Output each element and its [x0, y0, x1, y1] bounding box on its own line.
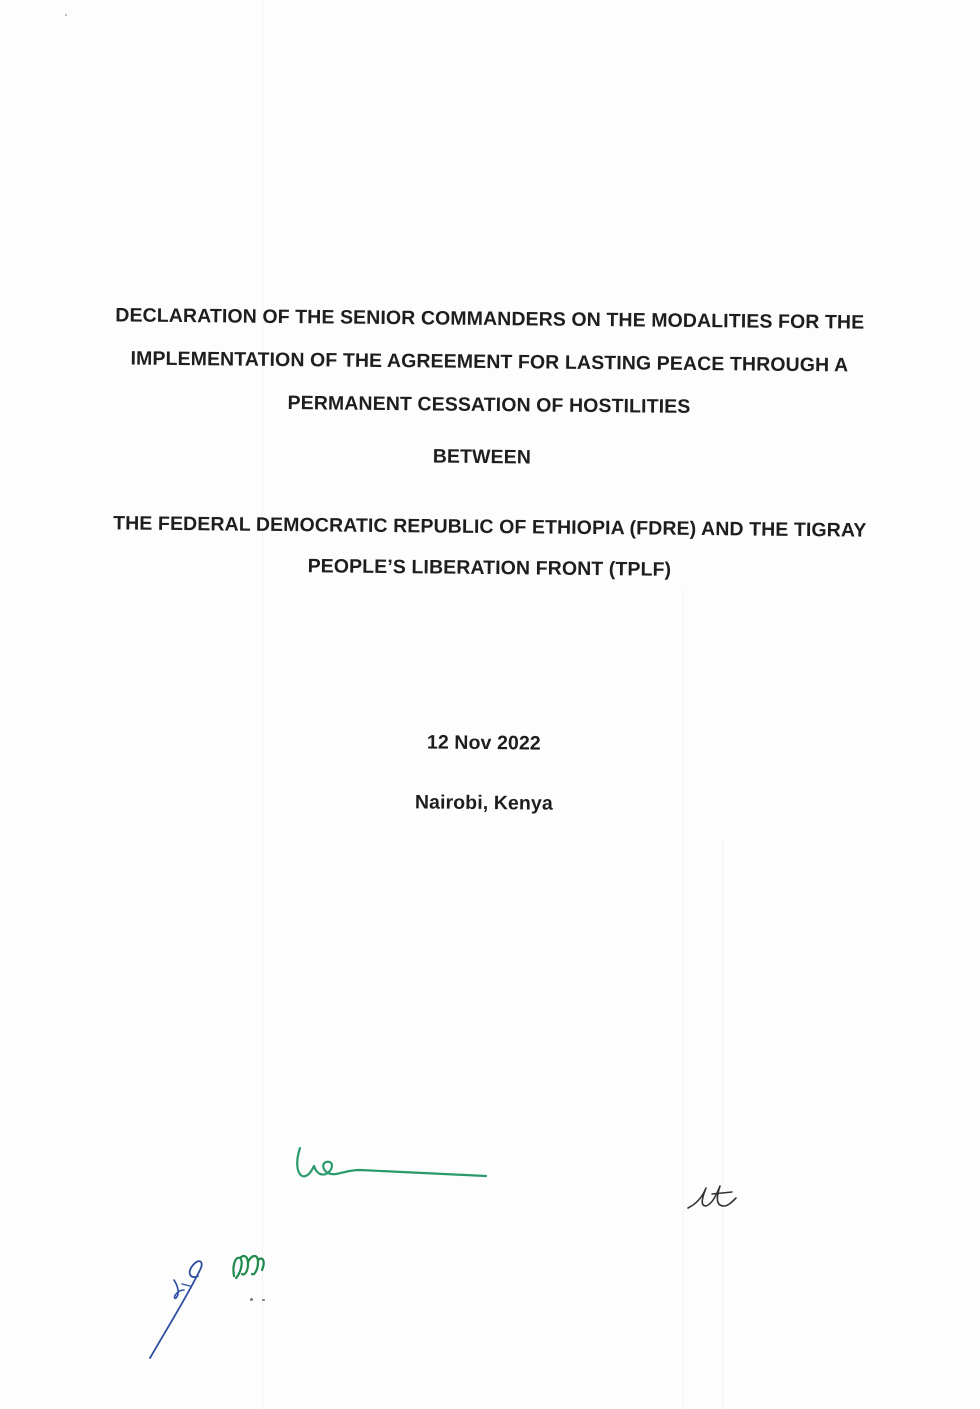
- ink-speck: [250, 1298, 253, 1301]
- ink-speck: [65, 14, 67, 16]
- place-block: [0, 785, 974, 820]
- blue-signature: [140, 1250, 220, 1365]
- parties-line-1: THE FEDERAL DEMOCRATIC REPUBLIC OF ETHIOPIA (FDRE) AND THE TIGRAY: [113, 512, 867, 542]
- date-block: [0, 725, 974, 760]
- dark-signature: [682, 1176, 742, 1216]
- ink-speck: [262, 1299, 265, 1301]
- green-signature: [290, 1140, 500, 1190]
- document-date: 12 Nov 2022: [426, 731, 541, 755]
- fold-line: [262, 0, 263, 1409]
- title-line-3: PERMANENT CESSATION OF HOSTILITIES: [287, 392, 691, 418]
- document-title: [0, 293, 980, 431]
- parties-line-2: PEOPLE’S LIBERATION FRONT (TPLF): [307, 555, 672, 581]
- parties: [0, 502, 980, 593]
- between-text: BETWEEN: [432, 445, 532, 469]
- fold-line: [722, 840, 723, 1409]
- title-line-1: DECLARATION OF THE SENIOR COMMANDERS ON THE MODALITIES FOR THE: [115, 304, 865, 334]
- between-label: [0, 439, 972, 474]
- green-initials: [226, 1248, 270, 1288]
- document-place: Nairobi, Kenya: [414, 791, 553, 815]
- title-line-2: IMPLEMENTATION OF THE AGREEMENT FOR LASTING PEACE THROUGH A: [130, 347, 849, 377]
- fold-line: [683, 590, 684, 1409]
